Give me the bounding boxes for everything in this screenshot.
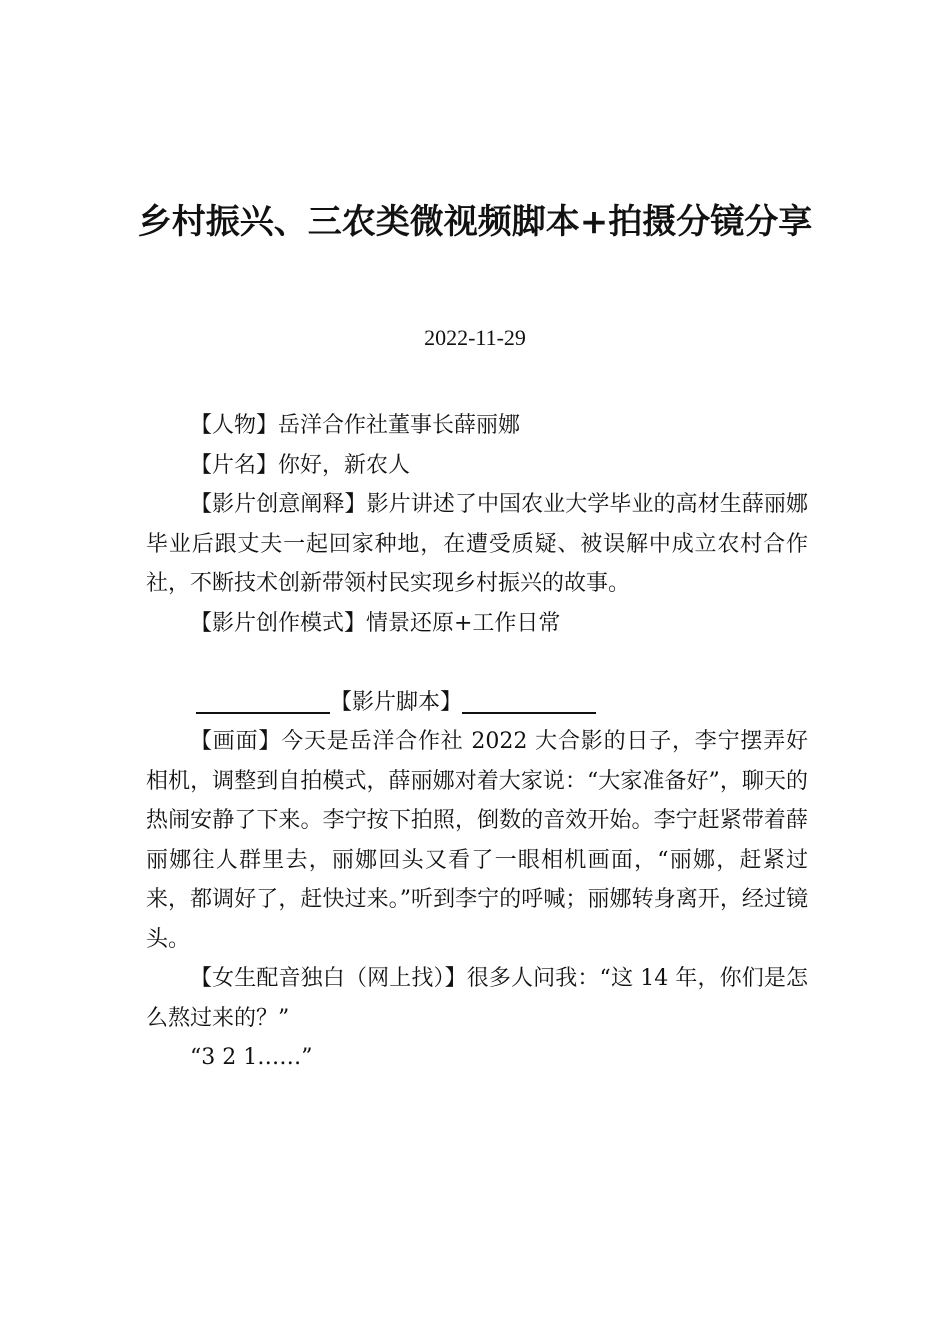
document-body bbox=[146, 406, 808, 1078]
document-date: 2022-11-29 bbox=[424, 325, 526, 350]
paragraph-concept: 【影片创意阐释】影片讲述了中国农业大学毕业的高材生薛丽娜毕业后跟丈夫一起回家种地，在遭受质疑、被误解中成立农村合作社，不断技术创新带领村民实现乡村振兴的故事。 bbox=[146, 492, 808, 596]
paragraph-character: 【人物】岳洋合作社董事长薛丽娜 bbox=[190, 413, 521, 438]
document-title: 乡村振兴、三农类微视频脚本+拍摄分镜分享 bbox=[137, 202, 813, 242]
paragraph-film-name: 【片名】你好，新农人 bbox=[190, 452, 411, 478]
paragraph-mode: 【影片创作模式】情景还原+工作日常 bbox=[190, 610, 561, 636]
heading-rule-left bbox=[196, 712, 330, 714]
script-section-heading bbox=[146, 683, 808, 723]
heading-rule-right bbox=[462, 712, 596, 714]
paragraph-scene: 【画面】今天是岳洋合作社 2022 大合影的日子，李宁摆弄好相机，调整到自拍模式，薛丽娜对着大家说：“大家准备好”，聊天的热闹安静了下来。李宁按下拍照，倒数的音效开始。李宁赶紧带着薛丽娜往人群里去，丽娜回头又看了一眼相机画面，“丽娜，赶紧过来，都调好了，赶快过来。”听到李宁的呼喊；丽娜转身离开，经过镜头。 bbox=[146, 729, 808, 952]
paragraph-countdown: “3 2 1……” bbox=[190, 1045, 313, 1070]
paragraph-voiceover: 【女生配音独白（网上找）】很多人问我：“这 14 年，你们是怎么熬过来的？” bbox=[146, 966, 808, 1031]
script-heading-text: 【影片脚本】 bbox=[330, 689, 463, 715]
